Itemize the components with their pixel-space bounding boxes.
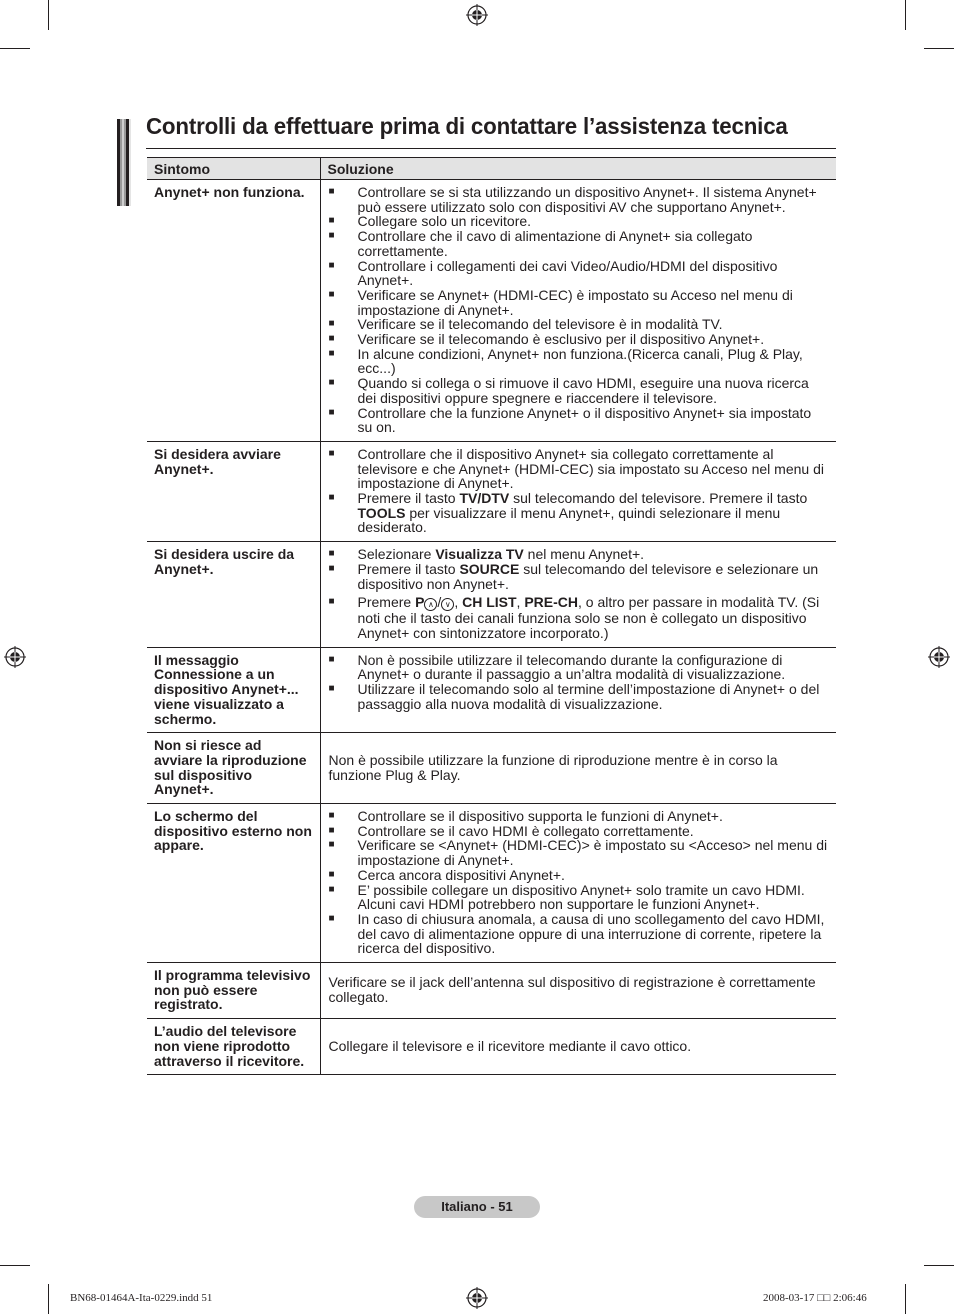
item-text: Controllare se il cavo HDMI è collegato correttamente. bbox=[357, 822, 694, 839]
list-item bbox=[329, 838, 829, 867]
table-header-row bbox=[147, 158, 836, 180]
registration-mark-icon bbox=[4, 646, 26, 668]
item-text: Cerca ancora dispositivi Anynet+. bbox=[357, 866, 565, 883]
solution-cell bbox=[320, 804, 836, 963]
symptom-cell: Non si riesce ad avviare la riproduzione sul dispositivo Anynet+. bbox=[147, 733, 320, 804]
crop-mark bbox=[924, 1265, 954, 1266]
symptom-cell: Il programma televisivo non può essere registrato. bbox=[147, 963, 320, 1019]
item-text: , bbox=[454, 594, 463, 611]
crop-mark bbox=[924, 48, 954, 49]
solution-list bbox=[329, 547, 829, 641]
list-item bbox=[329, 259, 829, 288]
item-text: Premere bbox=[357, 594, 416, 611]
list-item bbox=[329, 868, 829, 883]
header-solution: Soluzione bbox=[320, 158, 836, 180]
item-text: Controllare che il dispositivo Anynet+ sia collegato correttamente al televisore e che Anynet+ (HDMI-CEC) sia impostato su Acceso nel menu di impostazione di Anynet+. bbox=[357, 445, 824, 492]
item-text: Non è possibile utilizzare il telecomando durante la configurazione di Anynet+ o durante il passaggio a un’altra modalità di visualizzazione. bbox=[357, 651, 786, 683]
solution-cell bbox=[320, 542, 836, 648]
item-text: Collegare solo un ricevitore. bbox=[357, 213, 532, 230]
solution-cell bbox=[320, 441, 836, 541]
list-item bbox=[329, 347, 829, 376]
symptom-cell: L’audio del televisore non viene riprodotto attraverso il ricevitore. bbox=[147, 1019, 320, 1075]
emphasis-text: TV/DTV bbox=[459, 490, 510, 507]
solution-cell bbox=[320, 733, 836, 804]
table-row bbox=[147, 441, 836, 541]
list-item bbox=[329, 595, 829, 640]
registration-mark-icon bbox=[466, 4, 488, 26]
solution-cell bbox=[320, 647, 836, 733]
list-item bbox=[329, 682, 829, 711]
list-item bbox=[329, 288, 829, 317]
item-text: Verificare se il telecomando è esclusivo per il dispositivo Anynet+. bbox=[357, 331, 765, 348]
item-text: In caso di chiusura anomala, a causa di uno scollegamento del cavo HDMI, del cavo di alimentazione oppure di una interruzione di corrente, ripetere la ricerca del dispositivo. bbox=[357, 910, 825, 957]
table-row bbox=[147, 963, 836, 1019]
item-text: Verificare se <Anynet+ (HDMI-CEC)> è impostato su <Acceso> nel menu di impostazione di Anynet+. bbox=[357, 837, 828, 869]
solution-text: Verificare se il jack dell’antenna sul dispositivo di registrazione è correttamente collegato. bbox=[328, 974, 816, 1006]
item-text: Premere il tasto bbox=[357, 490, 460, 507]
title-rule bbox=[146, 148, 836, 149]
list-item bbox=[329, 547, 829, 562]
crop-mark bbox=[905, 0, 906, 30]
page-number-badge: Italiano - 51 bbox=[414, 1196, 540, 1218]
list-item bbox=[329, 912, 829, 956]
item-text: Controllare se il dispositivo supporta le funzioni di Anynet+. bbox=[357, 808, 723, 825]
print-slug-datetime bbox=[763, 1292, 867, 1304]
troubleshooting-table bbox=[147, 157, 836, 1075]
list-item bbox=[329, 214, 829, 229]
symptom-cell: Si desidera uscire da Anynet+. bbox=[147, 542, 320, 648]
item-text: Selezionare bbox=[357, 546, 436, 563]
list-item bbox=[329, 332, 829, 347]
item-text: Utilizzare il telecomando solo al termine dell’impostazione di Anynet+ o del passaggio alla nuova modalità di visualizzazione. bbox=[357, 681, 820, 712]
list-item bbox=[329, 824, 829, 839]
item-text: Controllare che il cavo di alimentazione di Anynet+ sia collegato correttamente. bbox=[357, 228, 753, 259]
symptom-cell: Lo schermo del dispositivo esterno non appare. bbox=[147, 804, 320, 963]
print-slug-date: 2008-03-17 bbox=[763, 1292, 818, 1304]
item-text: Controllare che la funzione Anynet+ o il dispositivo Anynet+ sia impostato su on. bbox=[357, 404, 812, 436]
list-item bbox=[329, 883, 829, 912]
item-text: nel menu Anynet+. bbox=[523, 546, 645, 563]
solution-cell bbox=[320, 963, 836, 1019]
crop-mark bbox=[0, 1265, 30, 1266]
table-row bbox=[147, 647, 836, 733]
item-text: Controllare se si sta utilizzando un dispositivo Anynet+. Il sistema Anynet+ può essere utilizzato solo con dispositivi AV che supportano Anynet+. bbox=[357, 184, 817, 215]
emphasis-text: TOOLS bbox=[357, 504, 406, 521]
list-item bbox=[329, 447, 829, 491]
symptom-cell: Il messaggio Connessione a un dispositivo Anynet+... viene visualizzato a schermo. bbox=[147, 647, 320, 733]
symptom-cell: Si desidera avviare Anynet+. bbox=[147, 441, 320, 541]
item-text: Verificare se il telecomando del televisore è in modalità TV. bbox=[357, 316, 723, 333]
solution-text: Non è possibile utilizzare la funzione di riproduzione mentre è in corso la funzione Plug & Play. bbox=[328, 751, 778, 783]
list-item bbox=[329, 653, 829, 682]
header-symptom: Sintomo bbox=[147, 158, 320, 180]
list-item bbox=[329, 562, 829, 591]
table-row bbox=[147, 1019, 836, 1075]
item-text: / bbox=[437, 594, 442, 611]
registration-mark-icon bbox=[928, 646, 950, 668]
solution-cell bbox=[320, 1019, 836, 1075]
table-row bbox=[147, 804, 836, 963]
crop-mark bbox=[48, 0, 49, 30]
list-item bbox=[329, 317, 829, 332]
crop-mark bbox=[0, 48, 30, 49]
emphasis-text: Visualizza TV bbox=[435, 546, 524, 563]
item-text: In alcune condizioni, Anynet+ non funziona.(Ricerca canali, Plug & Play, ecc...) bbox=[357, 345, 803, 377]
table-row bbox=[147, 180, 836, 442]
list-item bbox=[329, 185, 829, 214]
item-text: Verificare se Anynet+ (HDMI-CEC) è impostato su Acceso nel menu di impostazione di Anynet+. bbox=[357, 286, 793, 318]
table-row bbox=[147, 733, 836, 804]
emphasis-text: PRE-CH bbox=[524, 594, 578, 611]
print-slug-file: BN68-01464A-Ita-0229.indd 51 bbox=[70, 1292, 213, 1304]
channel-down-icon: ∨ bbox=[441, 598, 454, 611]
title-decoration-bar bbox=[117, 119, 131, 206]
print-slug-time: 2:06:46 bbox=[830, 1292, 867, 1304]
item-text: sul telecomando del televisore. Premere il tasto bbox=[509, 490, 808, 507]
list-item bbox=[329, 229, 829, 258]
table-row bbox=[147, 542, 836, 648]
item-text: Controllare i collegamenti dei cavi Video/Audio/HDMI del dispositivo Anynet+. bbox=[357, 257, 778, 289]
solution-list bbox=[329, 809, 829, 956]
list-item bbox=[329, 809, 829, 824]
solution-cell bbox=[320, 180, 836, 442]
print-slug-garbled: □□ bbox=[817, 1292, 831, 1304]
solution-list bbox=[329, 185, 829, 435]
page-title: Controlli da effettuare prima di contattare l’assistenza tecnica bbox=[146, 113, 788, 139]
solution-list bbox=[329, 447, 829, 535]
item-text: E’ possibile collegare un dispositivo Anynet+ solo tramite un cavo HDMI. Alcuni cavi HDMI potrebbero non supportare le funzioni Anynet+. bbox=[357, 881, 805, 913]
item-text: , o altro per passare in modalità TV. (Si noti che il tasto dei canali funziona solo se non è collegato un dispositivo Anynet+ con sintonizzatore incorporato.) bbox=[357, 594, 820, 641]
channel-key-label: P bbox=[415, 594, 425, 611]
item-text: per visualizzare il menu Anynet+, quindi selezionare il menu desiderato. bbox=[357, 504, 781, 536]
solution-list bbox=[329, 653, 829, 712]
list-item bbox=[329, 491, 829, 535]
emphasis-text: SOURCE bbox=[459, 560, 520, 577]
item-text: Quando si collega o si rimuove il cavo HDMI, eseguire una nuova ricerca dei dispositivi oppure spegnere e riaccendere il televisore. bbox=[357, 375, 809, 406]
symptom-cell: Anynet+ non funziona. bbox=[147, 180, 320, 442]
item-text: Premere il tasto bbox=[357, 560, 460, 577]
emphasis-text: CH LIST bbox=[462, 594, 517, 611]
list-item bbox=[329, 406, 829, 435]
crop-mark bbox=[905, 1284, 906, 1314]
solution-text: Collegare il televisore e il ricevitore mediante il cavo ottico. bbox=[328, 1037, 692, 1054]
registration-mark-icon bbox=[466, 1287, 488, 1309]
item-text: , bbox=[516, 594, 525, 611]
item-text: sul telecomando del televisore e selezionare un dispositivo non Anynet+. bbox=[357, 560, 819, 592]
crop-mark bbox=[48, 1284, 49, 1314]
channel-up-icon: ∧ bbox=[424, 598, 437, 611]
list-item bbox=[329, 376, 829, 405]
